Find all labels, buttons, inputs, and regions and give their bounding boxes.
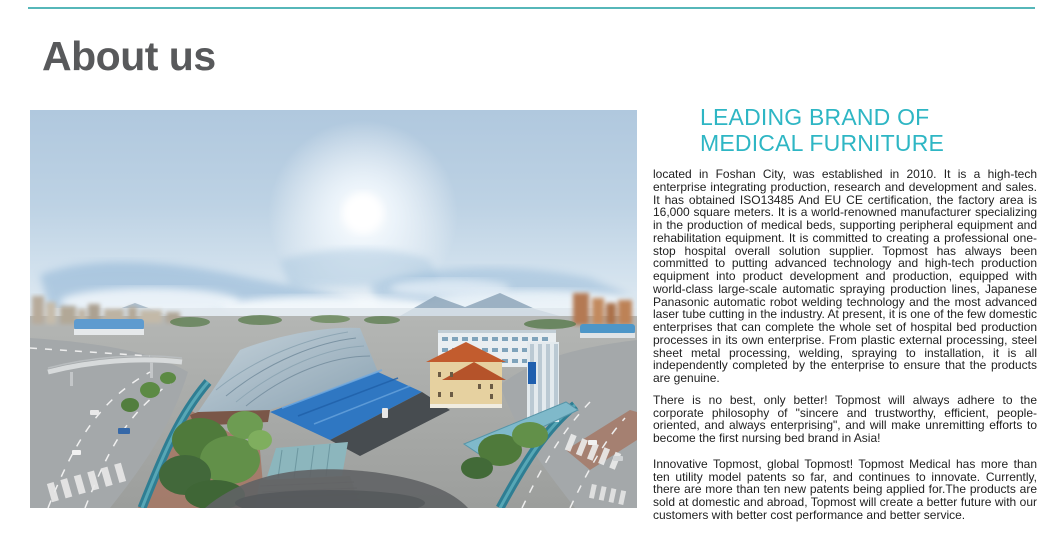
- about-paragraph-2: There is no best, only better! Topmost will always adhere to the corporate philosophy of "sincere and trustworthy, efficient, people-oriented, and always enterprising", and will make unremitting efforts to become the first nursing bed brand in Asia!: [653, 392, 1037, 445]
- page-title: About us: [42, 33, 216, 79]
- factory-panorama-image: [30, 110, 637, 508]
- about-paragraph-1: located in Foshan City, was established in 2010. It is a high-tech enterprise integrating production, research and development and sales. It has obtained ISO13485 And EU CE certification, the factory area is 16,000 square meters. It is a world-renowned manufacturer specializing in the production of medical beds, supporting peripheral equipment and rehabilitation equipment. It is committed to creating a professional one-stop hospital overall solution supplier. Topmost has always been committed to putting advanced technology and high-tech production equipment into product development and production, equipped with world-class large-scale automatic spraying production lines, Japanese Panasonic automatic robot welding technology and the most advanced laser tube cutting in the industry. At present, it is one of the few domestic enterprises that can complete the whole set of hospital bed production processes in its own enterprise. From plastic external processing, steel sheet metal processing, welding, spraying to installation, it is all independently completed by the enterprise to ensure that the products are genuine.: [653, 167, 1037, 385]
- about-paragraph-3: Innovative Topmost, global Topmost! Topmost Medical has more than ten utility model patents so far, and continues to innovate. Currently, there are more than ten new patents being applied for.The products are sold at domestic and abroad, Topmost will create a better future with our customers with better cost performance and better service.: [653, 456, 1037, 522]
- factory-panorama-illustration: [30, 110, 637, 508]
- headline-line-1: LEADING BRAND OF: [700, 104, 930, 130]
- headline-line-2: MEDICAL FURNITURE: [700, 130, 945, 156]
- section-headline: [700, 104, 1037, 156]
- about-text-column: [653, 0, 1037, 522]
